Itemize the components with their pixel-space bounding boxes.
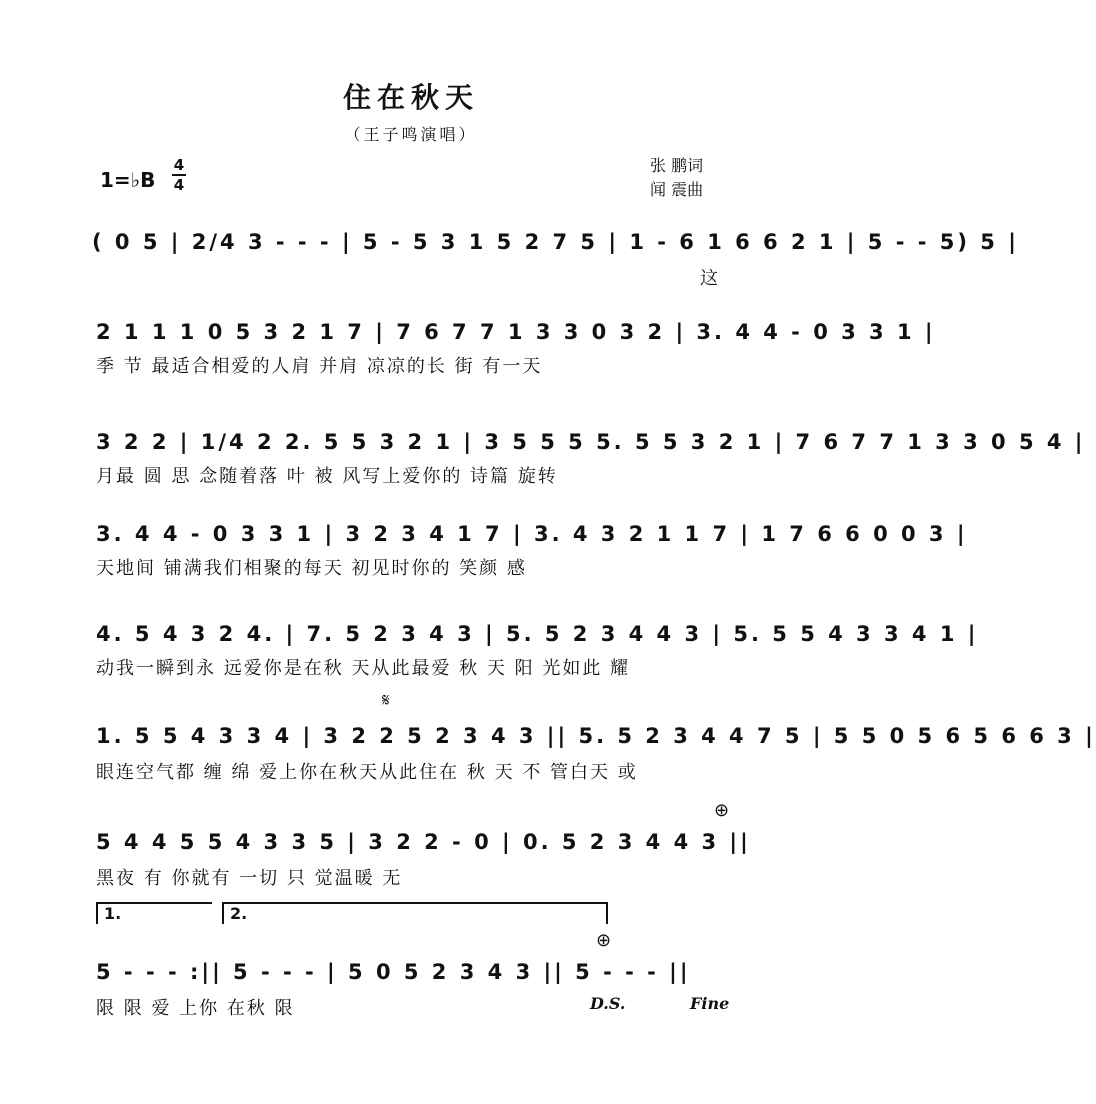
notation-line-3: 3 2 2 | 1/4 2 2. 5 5 3 2 1 | 3 5 5 5 5. 5 5 3 2 1 | 7 6 7 7 1 3 3 0 5 4 |	[96, 430, 1086, 454]
lyricist-credit: 张 鹏词	[650, 156, 704, 175]
key-signature: 1=♭B	[100, 168, 156, 192]
lyric-line-5: 动我一瞬到永 远爱你是在秋 天从此最爱 秋 天 阳 光如此 耀	[96, 658, 631, 679]
volta-1-label: 1.	[104, 904, 122, 923]
notation-line-2: 2 1 1 1 0 5 3 2 1 7 | 7 6 7 7 1 3 3 0 3 2 | 3. 4 4 - 0 3 3 1 |	[96, 320, 936, 344]
lyric-line-6: 眼连空气都 缠 绵 爱上你在秋天从此住在 秋 天 不 管白天 或	[96, 762, 638, 783]
notation-line-7: 5 4 4 5 5 4 3 3 5 | 3 2 2 - 0 | 0. 5 2 3 4 4 3 ||	[96, 830, 751, 854]
coda-icon: ⊕	[714, 800, 730, 821]
volta-2-bracket-right	[606, 902, 608, 924]
credits	[650, 154, 703, 202]
meter-bottom: 4	[173, 176, 185, 194]
segno-icon: 𝄋	[382, 690, 390, 711]
song-title: 住在秋天	[342, 81, 479, 114]
notation-line-8: 5 - - - :|| 5 - - - | 5 0 5 2 3 4 3 || 5 - - - ||	[96, 960, 691, 984]
lyric-line-3: 月最 圆 思 念随着落 叶 被 风写上爱你的 诗篇 旋转	[96, 466, 558, 487]
time-signature	[172, 156, 186, 194]
lyric-line-2: 季 节 最适合相爱的人肩 并肩 凉凉的长 街 有一天	[96, 356, 543, 377]
lyric-line-4: 天地间 铺满我们相聚的每天 初见时你的 笑颜 感	[96, 558, 527, 579]
notation-line-6: 1. 5 5 4 3 3 4 | 3 2 2 5 2 3 4 3 || 5. 5 2 3 4 4 7 5 | 5 5 0 5 6 5 6 6 3 |	[96, 724, 1096, 748]
singer-credit: （王子鸣演唱）	[344, 125, 478, 144]
coda-icon-2: ⊕	[596, 930, 612, 951]
composer-credit: 闻 震曲	[650, 180, 704, 199]
lyric-line-1: 这	[700, 268, 720, 289]
volta-2-label: 2.	[230, 904, 248, 923]
fine-marking: Fine	[690, 994, 730, 1013]
notation-line-4: 3. 4 4 - 0 3 3 1 | 3 2 3 4 1 7 | 3. 4 3 2 1 1 7 | 1 7 6 6 0 0 3 |	[96, 522, 968, 546]
volta-2-bracket	[222, 902, 608, 904]
volta-2-bracket-left	[222, 902, 224, 924]
notation-line-1: ( 0 5 | 2/4 3 - - - | 5 - 5 3 1 5 2 7 5 | 1 - 6 1 6 6 2 1 | 5 - - 5) 5 |	[92, 230, 1019, 254]
notation-line-5: 4. 5 4 3 2 4. | 7. 5 2 3 4 3 | 5. 5 2 3 4 4 3 | 5. 5 5 4 3 3 4 1 |	[96, 622, 979, 646]
lyric-line-7: 黑夜 有 你就有 一切 只 觉温暖 无	[96, 868, 403, 889]
meter-top: 4	[173, 156, 185, 174]
lyric-line-8: 限 限 爱 上你 在秋 限	[96, 998, 295, 1019]
ds-marking: D.S.	[590, 994, 626, 1013]
volta-1-bracket-left	[96, 902, 98, 924]
